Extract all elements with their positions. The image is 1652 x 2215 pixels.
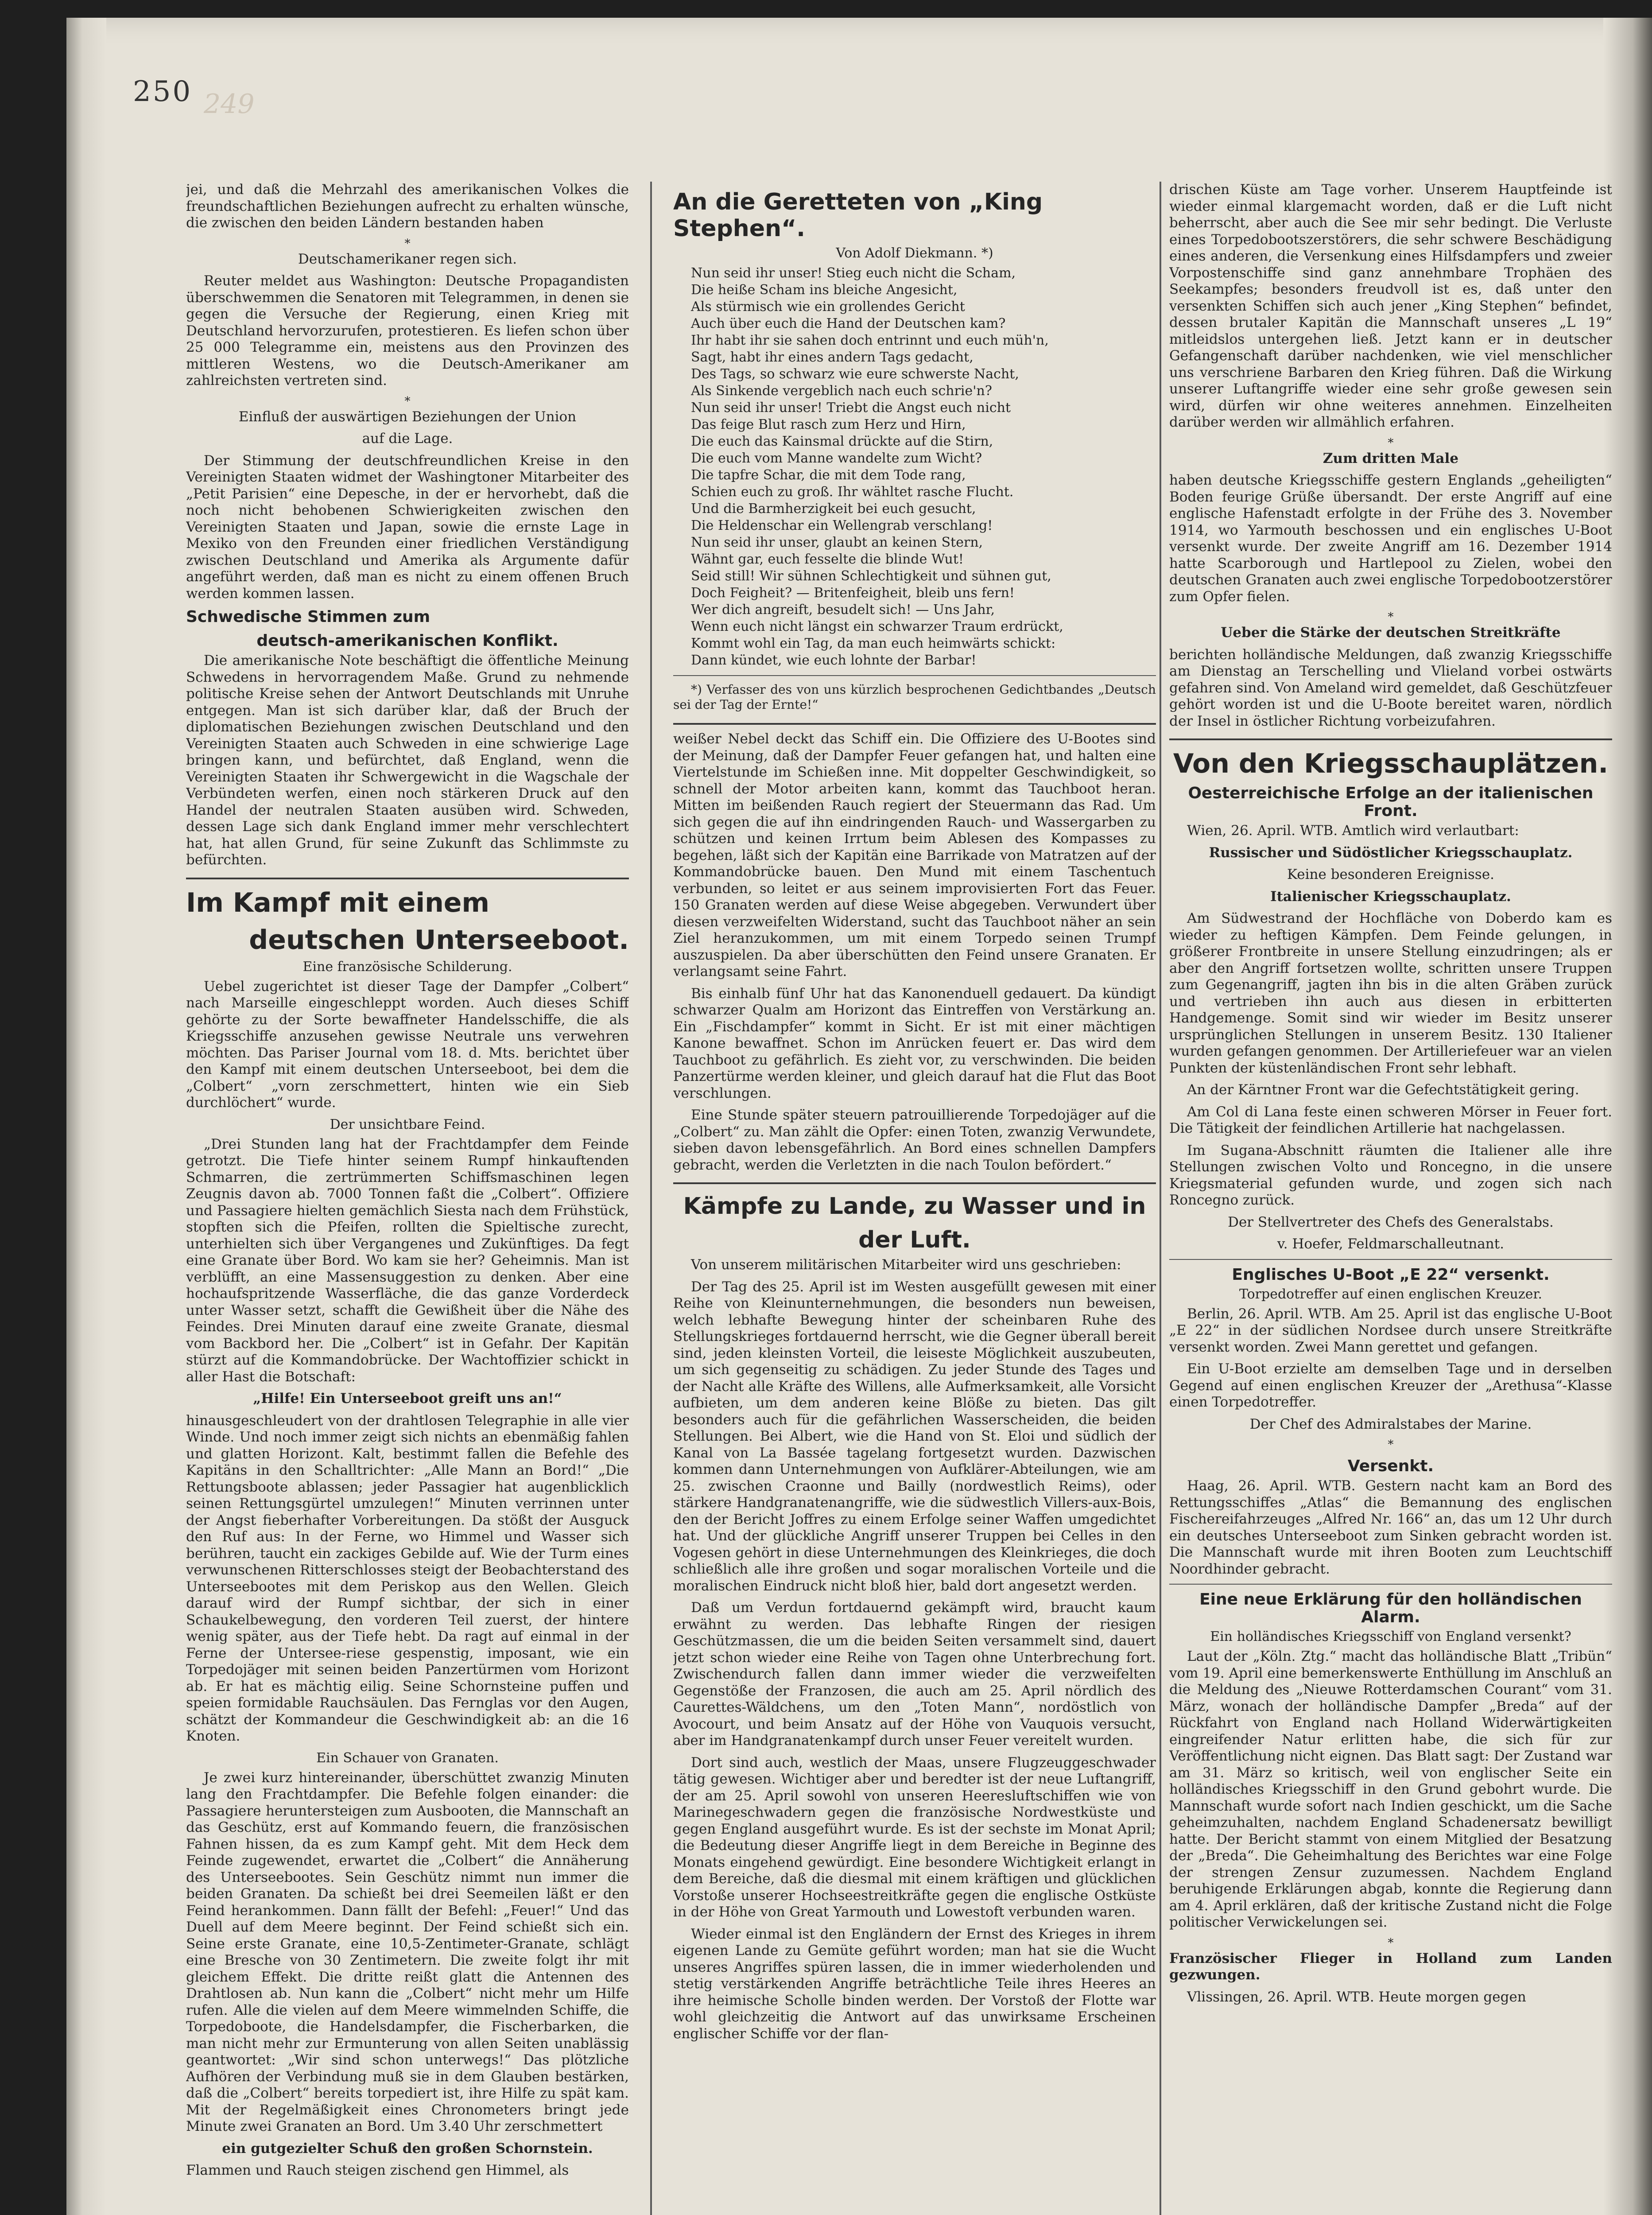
article-heading: Einfluß der auswärtigen Beziehungen der Union [238, 408, 577, 425]
article-subheading: Der unsichtbare Feind. [330, 1116, 485, 1132]
page-number: 250 [133, 75, 193, 108]
column-middle [673, 182, 1156, 2215]
article-paragraph: Flammen und Rauch steigen zischend gen Himmel, als [186, 2162, 569, 2178]
poem-line: Auch über euch die Hand der Deutschen kam? [691, 316, 1006, 331]
article-subtitle: Torpedotreffer auf einen englischen Kreuzer. [1239, 1286, 1543, 1302]
poem-line: Doch Feigheit? — Britenfeigheit, bleib uns fern! [691, 585, 1015, 601]
article-subtitle: Eine französische Schilderung. [302, 959, 512, 975]
article-headline: der Luft. [858, 1227, 971, 1253]
article-paragraph: Uebel zugerichtet ist dieser Tage der Dampfer „Colbert“ nach Marseille eingeschleppt worden. Auch dieses Schiff gehörte zu der Sorte bewaffneter Handelsschiffe, die als Kriegsschiffe anzusehen gewisse Neutrale uns verwehren möchten. Das Pariser Journal vom 18. d. Mts. berichtet über den Kampf mit einem deutschen Unterseeboot, bei dem die „Colbert“ „vorn zerschmettert, hinten wie ein Sieb durchlöchert“ wurde. [186, 978, 629, 1111]
article-paragraph: An der Kärntner Front war die Gefechtstätigkeit gering. [1187, 1082, 1579, 1098]
article-paragraph: drischen Küste am Tage vorher. Unserem Hauptfeinde ist wieder einmal klargemacht worden, daß er die Luft nicht beherrscht, aber auch die See mir sehr bedingt. Die Verluste eines Torpedobootszerstörers, die sehr schwere Beschädigung eines anderen, die Versenkung eines Hilfsdampfers und zweier Vorpostenschiffe sind ganz annehmbare Trophäen des Seekampfes; besonders freudvoll ist es, daß unter den versenkten Schiffen sich auch jener „King Stephen“ befindet, dessen brutaler Kapitän die Mannschaft unseres „L 19“ mitleidslos untergehen ließ. Jetzt kann er in deutscher Gefangenschaft darüber nachdenken, wie viel menschlicher uns verschriene Barbaren den Krieg führen. Daß die Wirkung unserer Luftangriffe wieder eine sehr große gewesen sein wird, dürfen wir ohne weiteres annehmen. Einzelheiten darüber werden wir allmählich erfahren. [1169, 182, 1612, 430]
article-subheading: Keine besonderen Ereignisse. [1287, 867, 1495, 882]
article-headline: Im Kampf mit einem [186, 887, 490, 918]
article-paragraph: Vlissingen, 26. April. WTB. Heute morgen gegen [1187, 1989, 1526, 2005]
article-headline: deutschen Unterseeboot. [249, 924, 629, 956]
article-subheading: ein gutgezielter Schuß den großen Schornstein. [222, 2140, 593, 2157]
article-paragraph: Am Südwestrand der Hochfläche von Doberdo kam es wieder zu heftigen Kämpfen. Dem Feinde gelungen, in größerer Frontbreite in unsere Stellung einzudringen; als er aber den Angriff fortsetzen wollte, schritten unsere Truppen zum Gegenangriff, jagten ihn bis in die alten Gräben zurück und vertrieben ihn auch aus diesen in erbitterten Handgemenge. Somit sind wir wieder im Besitz unserer ursprünglichen Stellungen in unserem Besitz. 130 Italiener wurden gefangen genommen. Der Artilleriefeuer war an vielen Punkten der küstenländischen Front sehr lebhaft. [1169, 910, 1612, 1076]
signature: Der Stellvertreter des Chefs des Generalstabs. [1228, 1214, 1554, 1230]
article-heading: Französischer Flieger in Holland zum Landen gezwungen. [1169, 1950, 1612, 1983]
poem-author: Von Adolf Diekmann. *) [836, 245, 993, 261]
poem-line: Nun seid ihr unser! Stieg euch nicht die Scham, [691, 265, 1016, 281]
article-paragraph: Haag, 26. April. WTB. Gestern nacht kam an Bord des Rettungsschiffes „Atlas“ die Bemannung des englischen Fischereifahrzeuges „Alfred Nr. 166“ an, das um 12 Uhr durch ein deutsches Unterseeboot zum Sinken gebracht worden ist. Die Mannschaft wurde mit ihren Booten zum Leuchtschiff Noordhinder gebracht. [1169, 1478, 1612, 1577]
article-paragraph: Je zwei kurz hintereinander, überschüttet zwanzig Minuten lang den Frachtdampfer. Die Befehle folgen einander: die Passagiere heruntersteigen zum Ausbooten, die Mannschaft an das Geschütz, erst auf Kommando feuern, die französischen Fahnen hissen, da es zum Kampf geht. Mit dem Heck dem Feinde zugewendet, erwartet die „Colbert“ die Annäherung des Unterseebootes. Sein Geschütz nimmt nun immer die beiden Granaten. Da schießt bei drei Seemeilen läßt er den Feind herankommen. Dann fällt der Befehl: „Feuer!“ Und das Duell auf dem Meere beginnt. Der Feind schießt sich ein. Seine erste Granate, eine 10,5-Zentimeter-Granate, schlägt eine Bresche von 30 Zentimetern. Die zweite folgt ihr mit gleichem Effekt. Die dritte reißt glatt die Antennen des Drahtlosen ab. Nun kann die „Colbert“ nicht mehr um Hilfe rufen. Alle die vielen auf dem Meere wimmelnden Schiffe, die Torpedoboote, die Handelsdampfer, die Fischerbarken, die man nicht mehr zur Ermunterung von allen Seiten unablässig geantwortet: „Wir sind schon unterwegs!“ Das plötzliche Aufhören der Verbindung muß sie in dem Glauben bestärken, daß die „Colbert“ bereits torpediert ist, ihre Hilfe zu spät kam. Mit der Regelmäßigkeit eines Chronometers bringt jede Minute zwei Granaten an Bord. Um 3.40 Uhr zerschmettert [186, 1769, 629, 2134]
poem-line: Die heiße Scham ins bleiche Angesicht, [691, 282, 958, 298]
footnote: *) Verfasser des von uns kürzlich besprochenen Gedichtbandes „Deutsch sei der Tag der Ernte!“ [673, 682, 1156, 712]
article-subheading: Russischer und Südöstlicher Kriegsschauplatz. [1209, 844, 1573, 861]
separator-star: * [1388, 610, 1394, 624]
article-subheading: Ein Schauer von Granaten. [316, 1750, 499, 1766]
poem-line: Und die Barmherzigkeit bei euch gesucht, [691, 501, 976, 517]
article-paragraph: Die amerikanische Note beschäftigt die öffentliche Meinung Schwedens in hervorragendem Maße. Grund zu nehmende politische Kreise sehen der Antwort Deutschlands mit Unruhe entgegen. Man ist sich darüber klar, daß der Bruch der diplomatischen Beziehungen zwischen Deutschland und den Vereinigten Staaten auch Schweden in eine schwierige Lage bringen kann, und befürchtet, daß England, wenn die Vereinigten Staaten ihr Schwergewicht in die Wagschale der Verbündeten werfen, einen noch stärkeren Druck auf den Handel der neutralen Staaten ausüben wird. Schweden, dessen Lage sich dank England immer mehr verschlechtert hat, hat allen Grund, für seine Zukunft das Schlimmste zu befürchten. [186, 653, 629, 868]
signature: Der Chef des Admiralstabes der Marine. [1249, 1416, 1532, 1432]
separator-star: * [1388, 436, 1394, 450]
article-headline: Versenkt. [1347, 1457, 1434, 1475]
article-paragraph: berichten holländische Meldungen, daß zwanzig Kriegsschiffe am Dienstag an Terschelling und Vlieland vorbei ostwärts gefahren sind. Von Ameland wird gemeldet, daß Geschützfeuer gehört worden ist und die U-Boote bereitet waren, nördlich der Insel in östlicher Richtung vorbeizufahren. [1169, 646, 1612, 729]
poem-line: Nun seid ihr unser! Triebt die Angst euch nicht [691, 400, 1011, 416]
article-paragraph: Eine Stunde später steuern patrouillierende Torpedojäger auf die „Colbert“ zu. Man zählt die Opfer: einen Toten, zwanzig Verwundete, sieben davon lebensgefährlich. An Bord eines schnellen Dampfers gebracht, werden die Verletzten in die nach Toulon befördert.“ [673, 1107, 1156, 1173]
poem-line: Sagt, habt ihr eines andern Tags gedacht, [691, 350, 973, 365]
article-headline: Eine neue Erklärung für den holländischen Alarm. [1199, 1590, 1582, 1626]
page-gutter [66, 18, 106, 2215]
article-paragraph: Laut der „Köln. Ztg.“ macht das holländische Blatt „Tribün“ vom 19. April eine bemerkenswerte Enthüllung im Anschluß an die Meldung des „Nieuwe Rotterdamschen Courant“ vom 31. März, wonach der holländische Dampfer „Breda“ auf der Rückfahrt von England nach Holland Widerwärtigkeiten eingreifender Natur erlitten habe, die sich für zur Veröffentlichung nicht eignen. Das Blatt sagt: Der Zustand war am 31. März so kritisch, weil von englischer Seite ein holländisches Kriegsschiff in den Grund gebohrt wurde. Die Mannschaft wurde sofort nach Indien geschickt, um die Sache geheimzuhalten, nachdem England Schadenersatz bewilligt hatte. Der Bericht stammt von einem Mitglied der Besatzung der „Breda“. Die Geheimhaltung des Berichtes war eine Folge der strengen Zensur zuzumessen. Nachdem England beruhigende Erklärungen abgab, konnte die Regierung dann am 4. April erklären, daß der kritische Zustand nicht die Folge politischer Verwickelungen sei. [1169, 1648, 1612, 1930]
article-paragraph: Ein U-Boot erzielte am demselben Tage und in derselben Gegend auf einen englischen Kreuzer der „Arethusa“-Klasse einen Torpedotreffer. [1169, 1361, 1612, 1410]
poem-line: Das feige Blut rasch zum Herz und Hirn, [691, 417, 966, 432]
poem-line: Kommt wohl ein Tag, da man euch heimwärts schickt: [691, 636, 1056, 651]
article-paragraph: Am Col di Lana feste einen schweren Mörser in Feuer fort. Die Tätigkeit der feindlichen Artillerie hat nachgelassen. [1169, 1104, 1612, 1136]
section-headline: Von den Kriegsschauplätzen. [1173, 748, 1609, 779]
article-paragraph: Berlin, 26. April. WTB. Am 25. April ist das englische U-Boot „E 22“ in der südlichen Nordsee durch unsere Streitkräfte versenkt worden. Zwei Mann gerettet und gefangen. [1169, 1306, 1612, 1355]
article-paragraph: Der Tag des 25. April ist im Westen ausgefüllt gewesen mit einer Reihe von Kleinunternehmungen, die besonders nun beweisen, welch lebhafte Bewegung hinter der scheinbaren Ruhe des Stellungskrieges fortdauernd herrscht, wie die Gegner überall bereit sind, jeden kleinsten Vorteil, die leiseste Möglichkeit auszubeuten, um sich gegenseitig zu schädigen. Zu jeder Stunde des Tages und der Nacht alle Kräfte des Willens, alle Aufmerksamkeit, alle Vorsicht aufbieten, um dem anderen keine Blöße zu bieten. Das gilt besonders auch für die gefährlichen Wasserscheiden, die beiden Stellungen. Bei Albert, wie die Hand von St. Eloi und südlich der Kanal von La Bassée tagelang fortgesetzt wurden. Dazwischen kommen dann Unternehmungen von Aufklärer-Abteilungen, wie am 25. zwischen Craonne und Bailly (nordwestlich Reims), oder stärkere Handgranatenangriffe, wie die südwestlich Villers-aux-Bois, den der Bericht Joffres zu einem Erfolge seiner Waffen umgedichtet hat. Und der glückliche Angriff unserer Truppen bei Celles in den Vogesen gehört in diese Unternehmungen des Kleinkrieges, die doch schließlich alle ihre großen und sogar moralischen Vorteile und die moralischen Eindruck nicht bloß hier, bald dort angesetzt werden. [673, 1278, 1156, 1594]
article-heading: Deutschamerikaner regen sich. [298, 251, 517, 267]
section-rule [1169, 1584, 1612, 1585]
article-headline: Oesterreichische Erfolge an der italienischen Front. [1188, 784, 1594, 820]
article-paragraph: Dort sind auch, westlich der Maas, unsere Flugzeuggeschwader tätig gewesen. Wichtiger aber und beredter ist der neue Luftangriff, der am 25. April sowohl von unseren Heeresluftschiffen wie von Marinegeschwadern gegen die französische Nordwestküste und gegen England ausgeführt wurde. Es ist der sechste im Monat April; die Bedeutung dieser Angriffe liegt in dem Bereiche in Beginne des Monats eingehend gewürdigt. Eine besondere Wichtigkeit erlangt in dem Bereiche, daß die diesmal mit einem kräftigen und glücklichen Vorstoße unserer Hochseestreitkräfte gegen die englische Ostküste in der Höhe von Great Yarmouth und Lowestoft verbunden waren. [673, 1754, 1156, 1920]
poem-line: Wähnt gar, euch fesselte die blinde Wut! [691, 552, 964, 567]
article-heading: deutsch-amerikanischen Konflikt. [256, 632, 558, 650]
poem-line: Die tapfre Schar, die mit dem Tode rang, [691, 467, 966, 483]
article-paragraph: „Drei Stunden lang hat der Frachtdampfer dem Feinde getrotzt. Die Tiefe hinter seinem Rumpf hinkauftenden Schmarren, die zertrümmerten Schiffsmaschinen legen Zeugnis davon ab. 7000 Tonnen faßt die „Colbert“. Offiziere und Passagiere hielten gemächlich Siesta nach dem Frühstück, stopften sich die Pfeifen, rollten die Spieltische zurecht, unterhielten sich über Vergangenes und Zukünftiges. Da fegt eine Granate über Bord. Wo kam sie her? Geheimnis. Man ist verblüfft, an eine Massensuggestion zu denken. Aber eine hochaufspritzende Wasserfläche, die das ganze Vorderdeck unter Wasser setzt, schafft die Gewißheit über die Nähe des Feindes. Drei Minuten darauf eine zweite Granate, diesmal vom Backbord her. Die „Colbert“ ist in Gefahr. Der Kapitän stürzt auf die Kommandobrücke. Der Wachtoffizier schickt in aller Hast die Botschaft: [186, 1136, 629, 1385]
column-left [186, 182, 629, 2215]
distress-call: „Hilfe! Ein Unterseeboot greift uns an!“ [253, 1391, 562, 1407]
article-paragraph: Der Stimmung der deutschfreundlichen Kreise in den Vereinigten Staaten widmet der Washingtoner Mitarbeiter des „Petit Parisien“ eine Depesche, in der er hervorhebt, daß die noch nicht behobenen Schwierigkeiten zwischen den Vereinigten Staaten und Japan, sowie die ernste Lage in Mexiko von den Freunden einer friedlichen Verständigung zwischen Deutschland und Amerika als Argumente dafür angeführt werden, daß man es nicht zu einem offenen Bruch werden kommen lassen. [186, 452, 629, 602]
column-rule-2 [1160, 182, 1161, 2215]
article-subheading: Italienischer Kriegsschauplatz. [1270, 888, 1511, 905]
signature: v. Hoefer, Feldmarschalleutnant. [1277, 1236, 1505, 1252]
section-rule [673, 1182, 1156, 1184]
footnote-rule [673, 675, 1156, 676]
article-subtitle: Ein holländisches Kriegsschiff von England versenkt? [1210, 1629, 1571, 1644]
article-heading: Ueber die Stärke der deutschen Streitkräfte [1221, 625, 1561, 641]
article-paragraph: weißer Nebel deckt das Schiff ein. Die Offiziere des U-Bootes sind der Meinung, daß der Dampfer Feuer gefangen hat, und halten eine Viertelstunde im Schießen inne. Mit doppelter Geschwindigkeit, so schnell der Motor arbeiten kann, kommt das Tauchboot heran. Mitten im beißenden Rauch regiert der Steuermann das Rad. Um sich gegen die auf ihn eindringenden Rauch- und Wassergarben zu schützen und keinen Irrtum beim Ablesen des Kompasses zu begehen, läßt sich der Kapitän eine Barrikade von Matratzen auf der Kommandobrücke bauen. Den Mund mit einem Taschentuch verbunden, so leitet er aus seinem improvisierten Fort das Feuer. 150 Granaten werden auf diese Weise abgegeben. Verwundert über diesen verzweifelten Widerstand, sucht das Tauchboot näher an sein Ziel heranzukommen, um mit einem Torpedo seinen Trumpf auszuspielen. Da aber überschütten den Feind unsere Granaten. Er verlangsamt seine Fahrt. [673, 731, 1156, 979]
article-headline: Englisches U-Boot „E 22“ versenkt. [1232, 1265, 1550, 1284]
poem-line: Die euch vom Manne wandelte zum Wicht? [691, 451, 982, 466]
poem-line: Nun seid ihr unser, glaubt an keinen Stern, [691, 535, 983, 550]
poem-line: Als stürmisch wie ein grollendes Gericht [691, 299, 965, 315]
section-rule [1169, 1259, 1612, 1260]
poem-line: Als Sinkende vergeblich nach euch schrie'n? [691, 383, 992, 399]
poem-line: Die euch das Kainsmal drückte auf die Stirn, [691, 434, 993, 449]
separator-star: * [1388, 1438, 1394, 1451]
separator-star: * [404, 394, 411, 408]
poem-line: Wer dich angreift, besudelt sich! — Uns Jahr, [691, 602, 995, 618]
poem-line: Ihr habt ihr sie sahen doch entrinnt und euch müh'n, [691, 333, 1049, 348]
article-paragraph: jei, und daß die Mehrzahl des amerikanischen Volkes die freundschaftlichen Beziehungen aufrecht zu erhalten wünsche, die zwischen den beiden Ländern bestanden haben [186, 182, 629, 231]
article-headline: Kämpfe zu Lande, zu Wasser und in [683, 1193, 1146, 1220]
article-paragraph: haben deutsche Kriegsschiffe gestern Englands „geheiligten“ Boden feurige Grüße übersandt. Der erste Angriff auf eine englische Hafenstadt erfolgte in der Frühe des 3. November 1914, wo Yarmouth beschossen und ein englisches U-Boot versenkt wurde. Der zweite Angriff am 16. Dezember 1914 hatte Scarborough und Hartlepool zu Zielen, wobei den deutschen Granaten auch zwei englische Torpedobootzerstörer zum Opfer fielen. [1169, 472, 1612, 605]
section-rule [1169, 738, 1612, 740]
article-paragraph: Wieder einmal ist den Engländern der Ernst des Krieges in ihrem eigenen Lande zu Gemüte geführt worden; man hat sie die Wucht unseres Angriffes spüren lassen, die in immer wiederholenden und stetig verstärkenden Angriffe beträchtliche Teile ihres Heeres an ihre heimische Scholle binden werden. Der Vorstoß der Flotte war wohl gleichzeitig die Antwort auf das unwirksame Erscheinen englischer Schiffe vor der flan- [673, 1926, 1156, 2042]
poem [673, 265, 1156, 669]
section-rule [186, 878, 629, 879]
poem-title: An die Geretteten von „King Stephen“. [673, 189, 1043, 242]
poem-line: Schien euch zu groß. Ihr wähltet rasche Flucht. [691, 484, 1014, 500]
poem-line: Dann kündet, wie euch lohnte der Barbar! [691, 653, 977, 668]
column-rule-1 [650, 182, 652, 2215]
article-paragraph: Bis einhalb fünf Uhr hat das Kanonenduell gedauert. Da kündigt schwarzer Qualm am Horizont das Eintreffen von Verstärkung an. Ein „Fischdampfer“ kommt in Sicht. Er ist mit einer mächtigen Kanone bewaffnet. Schon im Anrücken feuert er. Das wird dem Tauchboot zu gefährlich. Es zieht vor, zu verschwinden. Die beiden Panzertürme werden kleiner, und gleich darauf hat die Flut das Boot verschlungen. [673, 985, 1156, 1101]
poem-line: Die Heldenschar ein Wellengrab verschlang! [691, 518, 993, 533]
poem-line: Des Tags, so schwarz wie eure schwerste Nacht, [691, 366, 1019, 382]
article-heading: Schwedische Stimmen zum [186, 608, 430, 626]
separator-star: * [404, 237, 411, 250]
article-paragraph: Daß um Verdun fortdauernd gekämpft wird, braucht kaum erwähnt zu werden. Das lebhafte Ringen der riesigen Geschützmassen, die um die beiden Seiten versammelt sind, dauert jetzt schon wieder eine Reihe von Tagen ohne Unterbrechung fort. Zwischendurch fallen dann immer wieder die verzweifelten Gegenstöße der Franzosen, die auch am 25. April nördlich des Caurettes-Wäldchens, um den „Toten Mann“, nordöstlich von Avocourt, und beim Ansatz auf der Höhe von Vauquois versucht, aber im Handgranatenkampf durch unser Feuer vereitelt wurden. [673, 1600, 1156, 1749]
article-paragraph: Von unserem militärischen Mitarbeiter wird uns geschrieben: [691, 1257, 1121, 1273]
poem-line: Wenn euch nicht längst ein schwarzer Traum erdrückt, [691, 619, 1063, 634]
article-heading: Zum dritten Male [1322, 450, 1459, 466]
separator-star: * [1388, 1936, 1394, 1950]
article-paragraph: hinausgeschleudert von der drahtlosen Telegraphie in alle vier Winde. Und noch immer zeigt sich nichts an ebenmäßig fahlen und glatten Horizont. Kalt, bestimmt fallen die Befehle des Kapitäns in den Schalltrichter: „Alle Mann an Bord!“ „Die Rettungsboote ablassen; jeder Passagier hat augenblicklich seinen Rettungsgürtel umzulegen!“ Minuten verrinnen unter der Angst fieberhafter Vorbereitungen. Da stößt der Ausguck den Ruf aus: In der Ferne, wo Himmel und Wasser sich berühren, taucht ein zackiges Gebilde auf. Wie der Turm eines verwunschenen Ritterschlosses steigt der Beobachterstand des Unterseebootes mit dem Periskop aus den Wellen. Gleich darauf wird der Rumpf sichtbar, der sich in einer Schaukelbewegung, den vorderen Teil zuerst, der hintere wenig später, aus der Tiefe hebt. Da ragt auf einmal in der Ferne der Untersee-riese gespenstig, imposant, wie ein Torpedojäger mit seinen beiden Panzertürmen vom Horizont ab. Er hat es mächtig eilig. Seine Schornsteine puffen und speien formidable Rauchsäulen. Das Fernglas vor den Augen, schätzt der Kommandeur die Geschwindigkeit ab: an die 16 Knoten. [186, 1412, 629, 1744]
footnote-box [673, 682, 1156, 725]
article-paragraph: Im Sugana-Abschnitt räumten die Italiener alle ihre Stellungen zwischen Volto und Roncegno, in die unsere Kriegsmaterial gefunden wurde, und zogen sich nach Roncegno zurück. [1169, 1142, 1612, 1208]
article-paragraph: Wien, 26. April. WTB. Amtlich wird verlautbart: [1187, 823, 1519, 839]
column-right [1169, 182, 1612, 2215]
poem-line: Seid still! Wir sühnen Schlechtigkeit und sühnen gut, [691, 568, 1051, 584]
handwritten-page-number: 249 [204, 89, 255, 120]
article-heading: auf die Lage. [362, 431, 453, 447]
article-paragraph: Reuter meldet aus Washington: Deutsche Propagandisten überschwemmen die Senatoren mit Telegrammen, in denen sie gegen die Versuche der Regierung, einen Krieg mit Deutschland hervorzurufen, protestieren. Es liefen schon über 25 000 Telegramme ein, meistens aus den Provinzen des mittleren Westens, wo die Deutsch-Amerikaner am zahlreichsten vertreten sind. [186, 273, 629, 389]
